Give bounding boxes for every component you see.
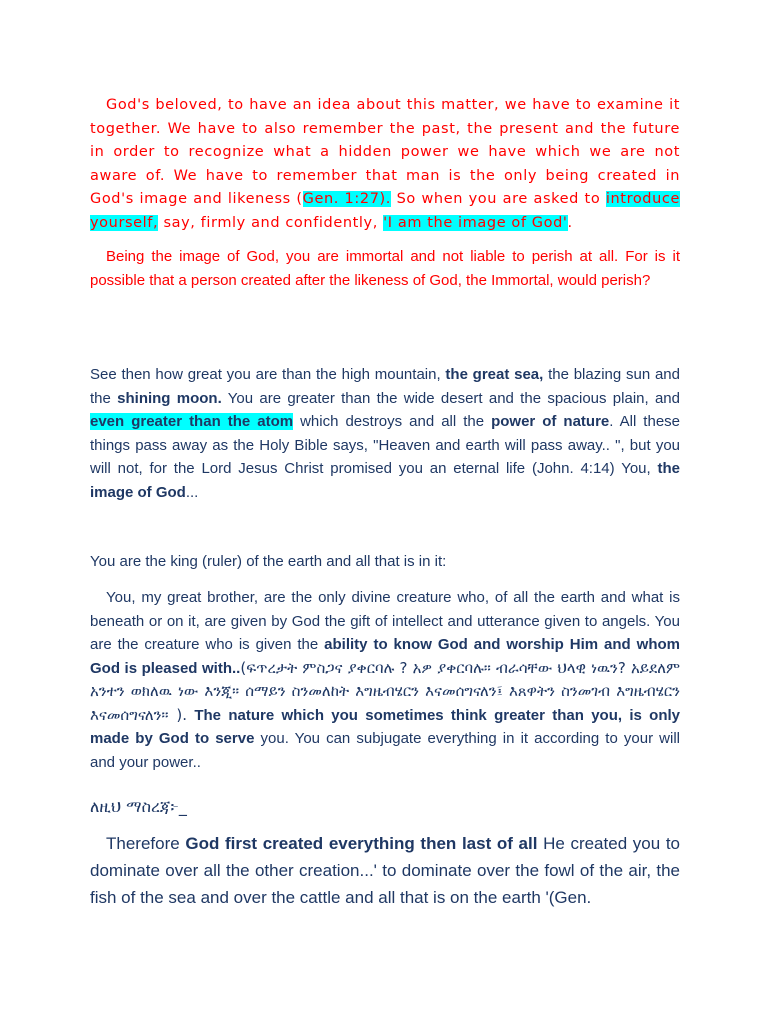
text-run: . — [567, 214, 573, 231]
text-run: Therefore — [106, 834, 186, 853]
paragraph-therefore — [90, 830, 680, 911]
bold-run: ability to know God and worship Him and whom God is pleased with.. — [90, 636, 680, 677]
text-run: you. You can subjugate everything in it according to your will and your power.. — [90, 730, 680, 771]
text-run: He created you to dominate over all the other creation...' to dominate over the fowl of the air, the fish of the sea and over the cattle and all that is on the earth '(Gen. — [90, 834, 680, 907]
text-run: God's beloved, to have an idea about this matter, we have to examine it together. We have to also remember the past, the present and the future in order to recognize what a hidden power we have which we are not aware of. We have to remember that man is the only being created in God's image and likeness ( — [90, 97, 680, 207]
paragraph-king-heading: You are the king (ruler) of the earth and all that is in it: — [90, 553, 447, 570]
paragraph-great-brother — [90, 586, 680, 774]
text-run: ... — [185, 483, 199, 501]
highlight-atom: even greater than the atom — [90, 413, 294, 430]
text-run: . All these things pass away as the Holy Bible says, "Heaven and earth will pass away.. ", but you will not, for the Lord Jesus Christ promised you an eternal life (John. 4:14) You, — [90, 413, 681, 477]
paragraph-gods-beloved — [90, 94, 680, 235]
text-run: See then how great you are than the high mountain, — [90, 366, 446, 383]
paragraph-being-image — [90, 245, 680, 293]
text-run: You are greater than the wide desert and the spacious plain, and — [221, 389, 680, 407]
text-run: You, my great brother, are the only divine creature who, of all the earth and what is beneath or on it, are given by God the gift of intellect and utterance given to angels. You are the creature who is given the — [90, 589, 680, 653]
bold-run: power of nature — [491, 413, 610, 430]
bold-run: God first created everything then last of all — [185, 834, 538, 853]
highlight-gen-reference: Gen. 1:27). — [302, 191, 391, 207]
bold-run: the great sea, — [445, 366, 544, 383]
text-run: which destroys and all the — [293, 413, 492, 430]
bold-run: the image of God — [90, 460, 680, 501]
highlight-image-of-god: 'I am the image of God' — [383, 214, 568, 231]
highlight-introduce-yourself: introduce yourself, — [90, 191, 680, 231]
paragraph-see-then — [90, 363, 680, 504]
amharic-text: (ፍጥረታት ምስጋና ያቀርባሉ ? አዎ ያቀርባሉ። ብራሳቸው ህላዊ ነዉን? አይደለም አንተን ወክለዉ ነው እንጂ። ሰማይን ስንመለከት እግዜብሄርን እናመሰግናለን፤ እጸዋትን ስንመገብ እግዜብሄርን እናመሰግናለን። ). — [90, 658, 680, 724]
text-run: say, firmly and confidently, — [158, 214, 384, 231]
amharic-evidence-heading: ለዚህ ማስረጃ፦_ — [90, 797, 187, 816]
bold-run: shining moon. — [117, 389, 222, 407]
bold-run: The nature which you sometimes think greater than you, is only made by God to serve — [90, 706, 680, 747]
text-run: Being the image of God, you are immortal and not liable to perish at all. For is it possible that a person created after the likeness of God, the Immortal, would perish? — [90, 248, 680, 289]
text-run: So when you are asked to — [391, 191, 606, 207]
text-run: the blazing sun and the — [90, 366, 680, 407]
